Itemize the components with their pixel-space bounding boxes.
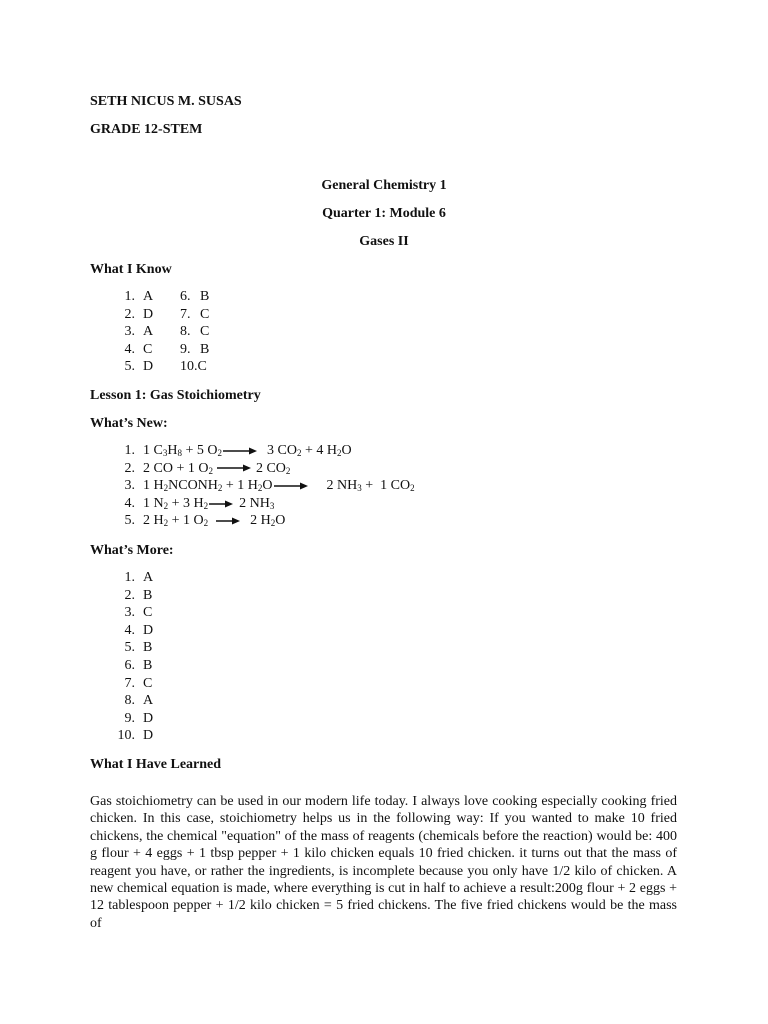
lesson-heading: Lesson 1: Gas Stoichiometry [90,388,261,403]
quarter-module: Quarter 1: Module 6 [322,206,446,221]
whats-new-list [112,442,532,530]
equation-row: 3. 1 $H_2NCONH_2 + 1$ $H_2O$ 2 $NH_3 + 1$ $CO_2$ [124,478,415,494]
list-item: 5. B [124,640,153,656]
equation-row: 4. 1 $N_2 + 3$ $H_2$ 2 $NH_3$ [124,495,275,511]
arrow-icon [274,482,308,490]
list-item: 6. B [124,657,153,673]
equation-reactants: 1 $C_3H_8 + 5$ $O_2$ [143,443,222,458]
equation-row: 2. 2 CO + 1 $O_2$ 2 $CO_2$ [124,460,291,476]
equation-reactants: 2 CO + 1 $O_2$ [143,460,213,476]
list-item: 8. C [180,324,210,340]
equation-products: 3 $CO_2 + 4$ $H_2O$ [266,443,352,458]
list-item: 9. B [180,341,210,357]
equation-reactants: 1 $H_2NCONH_2 + 1$ $H_2O$ [143,478,273,494]
whats-more-list [112,569,153,745]
equation-products: 2 $CO_2$ [255,460,291,476]
arrow-icon [216,517,240,525]
list-item: 1. A [124,570,154,585]
equation-row: 5. 2 $H_2 + 1$ $O_2$ 2 $H_2O$ [124,513,286,529]
arrow-icon [223,447,257,455]
topic-title: Gases II [359,234,409,249]
equation-reactants: 2 $H_2 + 1$ $O_2$ [143,513,209,529]
whats-more-heading: What’s More: [90,543,174,558]
list-item: 3. C [124,605,153,621]
equation-products: 2 $NH_3$ [239,495,275,511]
list-item: 2. D [124,306,154,322]
what-i-know-col1 [112,288,153,376]
list-item: 3. A [124,324,154,340]
equation-products: 2 $NH_3 + 1$ $CO_2$ [326,478,415,494]
list-item: 10. D [117,728,154,744]
what-i-know-col2 [180,288,209,376]
student-name: SETH NICUS M. SUSAS [90,94,242,109]
list-item: 9. D [124,710,154,726]
list-item: 1. A [124,289,154,304]
list-item: 7. C [180,306,210,322]
whats-new-heading: What’s New: [90,416,168,431]
what-i-know-heading: What I Know [90,262,172,277]
list-item: 8. A [124,693,154,709]
list-item: 6. B [180,289,210,304]
list-item: 4. C [124,341,153,357]
list-item: 10.C [180,359,207,375]
list-item: 4. D [124,622,154,638]
list-item: 5. D [124,359,154,375]
equation-products: 2 $H_2O$ [250,513,286,529]
arrow-icon [209,500,233,508]
list-item: 7. C [124,675,153,691]
student-grade: GRADE 12-STEM [90,122,203,137]
equation-reactants: 1 $N_2 + 3$ $H_2$ [143,495,209,511]
equation-row: 1. 1 $C_3H_8 + 5$ $O_2$ 3 $CO_2 + 4$ $H_2O$ [124,443,352,458]
arrow-icon [217,464,251,472]
subject-title: General Chemistry 1 [321,178,447,193]
reflection-paragraph: Gas stoichiometry can be used in our modern life today. I always love cooking especially cooking fried chicken. In this case, stoichiometry helps us in the following way: If you wanted to make 10 fried chickens, the chemical "equation" of the mass of reagents (chemicals before the reaction) would be: 400 g flour + 4 eggs + 1 tbsp pepper + 1 kilo chicken equals 10 fried chicken. it turns out that the mass of reagent you have, or rather the ingredients, is incomplete because you only have 1/2 kilo of chicken. A new chemical equation is made, where everything is cut in half to achieve a result:200g flour + 2 eggs + 12 tablespoon pepper + 1/2 kilo chicken = 5 fried chickens. The five fried chickens would be the mass of [90,794,677,931]
list-item: 2. B [124,587,153,603]
what-i-have-learned-heading: What I Have Learned [90,757,222,772]
